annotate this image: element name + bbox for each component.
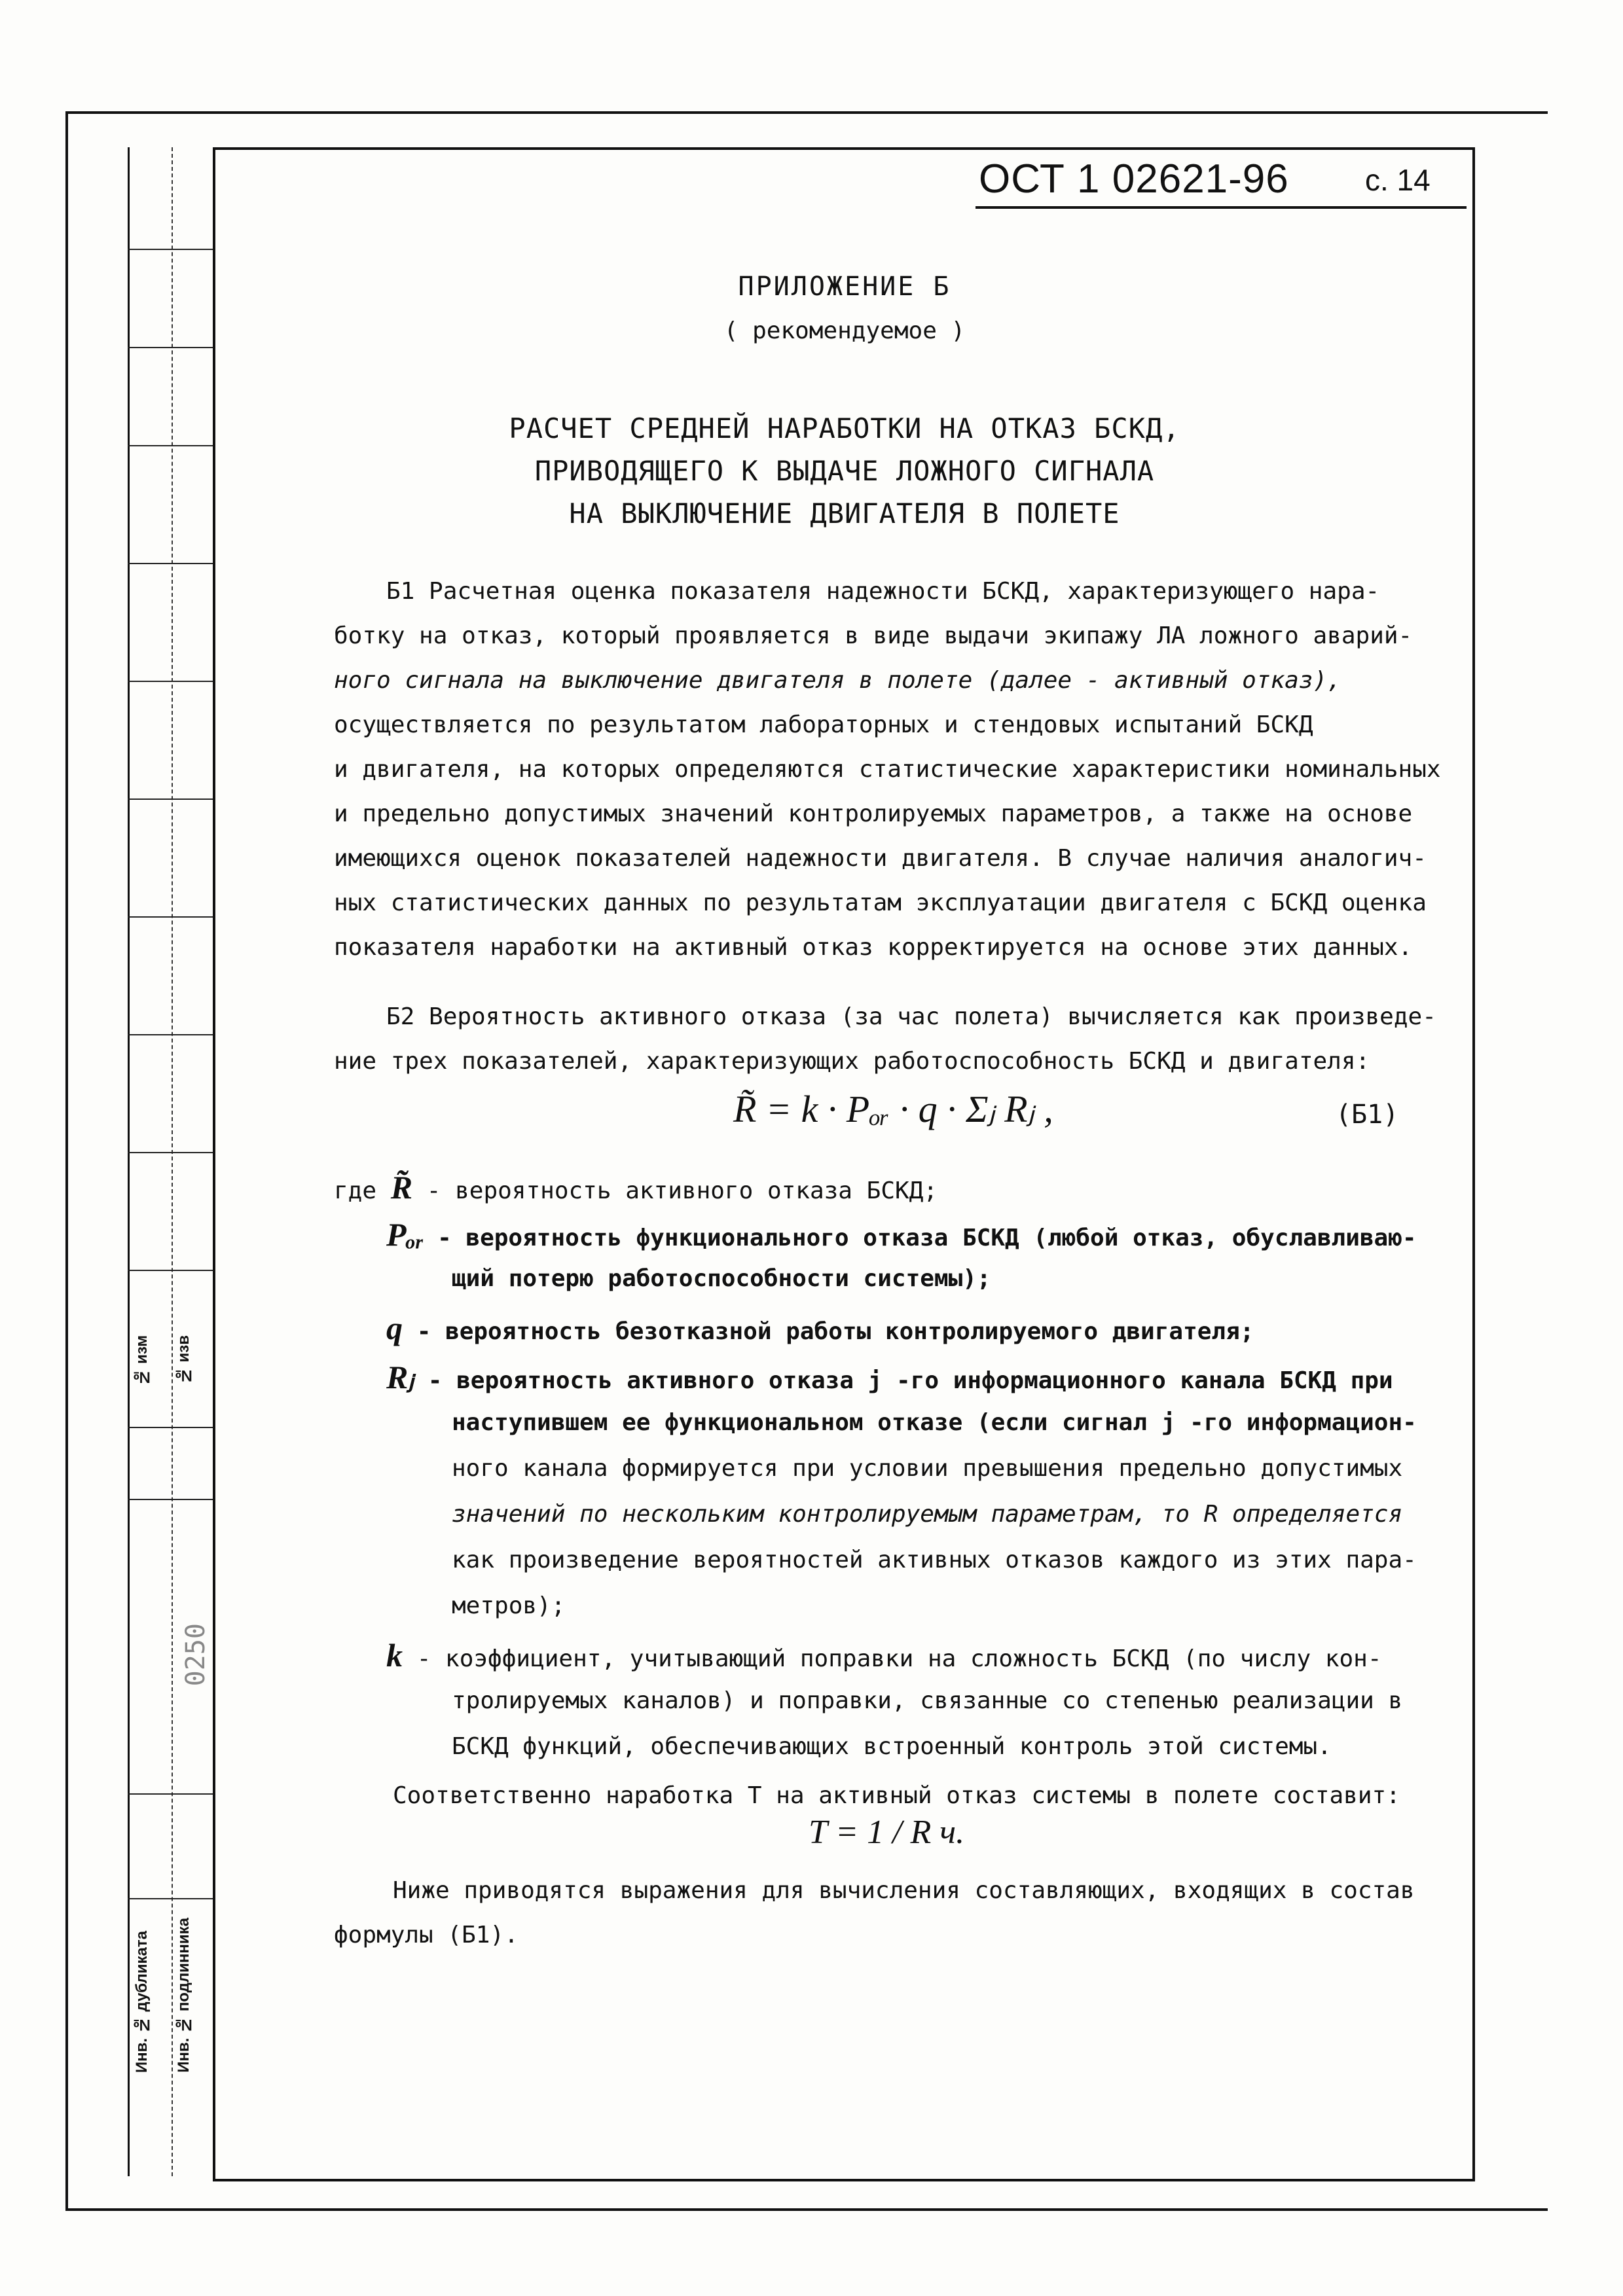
side-divider (128, 916, 213, 918)
side-stamp-block (128, 147, 215, 2176)
paragraph-b1 (334, 569, 1447, 970)
document-code: ОСТ 1 02621-96 (979, 156, 1289, 202)
symbol-k: k (386, 1637, 403, 1674)
heading-line: РАСЧЕТ СРЕДНЕЙ НАРАБОТКИ НА ОТКАЗ БСКД, (509, 412, 1180, 444)
t-sentence: Соответственно наработка T на активный отказ системы в полете составит: (393, 1782, 1400, 1809)
side-divider (128, 1898, 213, 1899)
def-rj-line: как произведение вероятностей активных отказов каждого из этих пара- (452, 1547, 1417, 1573)
label-inv-podl: Инв. № подлинника (175, 1918, 192, 2073)
label-inv-izv: № изв (175, 1335, 192, 1385)
where-word: где (334, 1177, 377, 1204)
def-r-text: - вероятность активного отказа БСКД; (426, 1177, 938, 1204)
side-column-2 (172, 147, 213, 2176)
def-p (386, 1212, 1417, 1261)
def-rj-line: ного канала формируется при условии превышения предельно допустимых (452, 1455, 1403, 1482)
text-line: осуществляется по результатом лабораторных и стендовых испытаний БСКД (334, 711, 1313, 738)
symbol-p: Pₒᵣ (386, 1216, 424, 1253)
def-k-text: - коэффициент, учитывающий поправки на сложность БСКД (по числу кон- (416, 1645, 1382, 1672)
label-inv-dubl: Инв. № дубликата (133, 1931, 151, 2073)
side-divider (128, 445, 213, 446)
archive-stamp: 0250 (181, 1623, 211, 1687)
side-divider (128, 1034, 213, 1035)
side-divider (128, 1427, 213, 1428)
side-divider (128, 681, 213, 682)
def-rj-line: наступившем ее функциональном отказе (если сигнал j -го информацион- (452, 1409, 1417, 1436)
def-r (334, 1165, 938, 1213)
text-line: ного сигнала на выключение двигателя в полете (далее - активный отказ), (334, 667, 1341, 694)
symbol-q: q (386, 1310, 403, 1346)
text-line: Б1 Расчетная оценка показателя надежности БСКД, характеризующего нара- (386, 578, 1380, 605)
side-divider (128, 347, 213, 348)
def-p-text: - вероятность функционального отказа БСКД (любой отказ, обуславливаю- (437, 1225, 1417, 1251)
appendix-kind: ( рекомендуемое ) (723, 317, 966, 344)
text-line: ботку на отказ, который проявляется в виде выдачи экипажу ЛА ложного аварий- (334, 622, 1413, 649)
text-line: Ниже приводятся выражения для вычисления составляющих, входящих в состав (393, 1877, 1415, 1904)
text-line: и предельно допустимых значений контролируемых параметров, а также на основе (334, 800, 1413, 827)
formula-b1: R̃ = k · Pₒᵣ · q · Σⱼ Rⱼ , (733, 1088, 1053, 1130)
def-k (386, 1633, 1382, 1681)
text-line: формулы (Б1). (334, 1922, 519, 1948)
page-number: с. 14 (1365, 163, 1431, 197)
def-q-text: - вероятность безотказной работы контролируемого двигателя; (416, 1318, 1254, 1345)
def-q (386, 1306, 1254, 1354)
side-divider (128, 1499, 213, 1500)
symbol-r: R̃ (390, 1169, 413, 1206)
side-divider (128, 1270, 213, 1271)
side-divider (128, 563, 213, 564)
symbol-rj: Rⱼ (386, 1359, 414, 1395)
heading-line: ПРИВОДЯЩЕГО К ВЫДАЧЕ ЛОЖНОГО СИГНАЛА (534, 455, 1155, 487)
side-divider (128, 798, 213, 800)
text-line: ных статистических данных по результатам эксплуатации двигателя с БСКД оценка (334, 889, 1427, 916)
text-line: имеющихся оценок показателей надежности двигателя. В случае наличия аналогич- (334, 845, 1427, 872)
text-line: ние трех показателей, характеризующих работоспособность БСКД и двигателя: (334, 1048, 1370, 1075)
closing-paragraph (334, 1869, 1447, 1958)
appendix-title: ПРИЛОЖЕНИЕ Б (738, 272, 951, 302)
side-divider (128, 1793, 213, 1795)
def-p-cont: щий потерю работоспособности системы); (452, 1265, 991, 1292)
text-line: и двигателя, на которых определяются статистические характеристики номинальных (334, 756, 1441, 783)
def-rj-text: - вероятность активного отказа j -го информационного канала БСКД при (428, 1367, 1393, 1394)
label-inv-izm: № изм (133, 1335, 151, 1386)
formula-number: (Б1) (1336, 1100, 1399, 1130)
side-column-1 (130, 147, 173, 2176)
paragraph-b2 (334, 995, 1447, 1084)
text-line: Б2 Вероятность активного отказа (за час полета) вычисляется как произведе- (386, 1003, 1436, 1030)
side-divider (128, 249, 213, 250)
header-rule (976, 206, 1467, 209)
def-rj-line: метров); (452, 1592, 566, 1619)
text-line: показателя наработки на активный отказ корректируется на основе этих данных. (334, 934, 1413, 961)
def-rj-line: значений по нескольким контролируемым параметрам, то R определяется (452, 1501, 1403, 1528)
def-rj (386, 1355, 1393, 1403)
formula-t: T = 1 / R ч. (809, 1814, 965, 1851)
def-k-line: тролируемых каналов) и поправки, связанные со степенью реализации в (452, 1687, 1403, 1714)
def-k-line: БСКД функций, обеспечивающих встроенный контроль этой системы. (452, 1733, 1332, 1760)
heading-line: НА ВЫКЛЮЧЕНИЕ ДВИГАТЕЛЯ В ПОЛЕТЕ (569, 497, 1120, 529)
side-divider (128, 1152, 213, 1153)
